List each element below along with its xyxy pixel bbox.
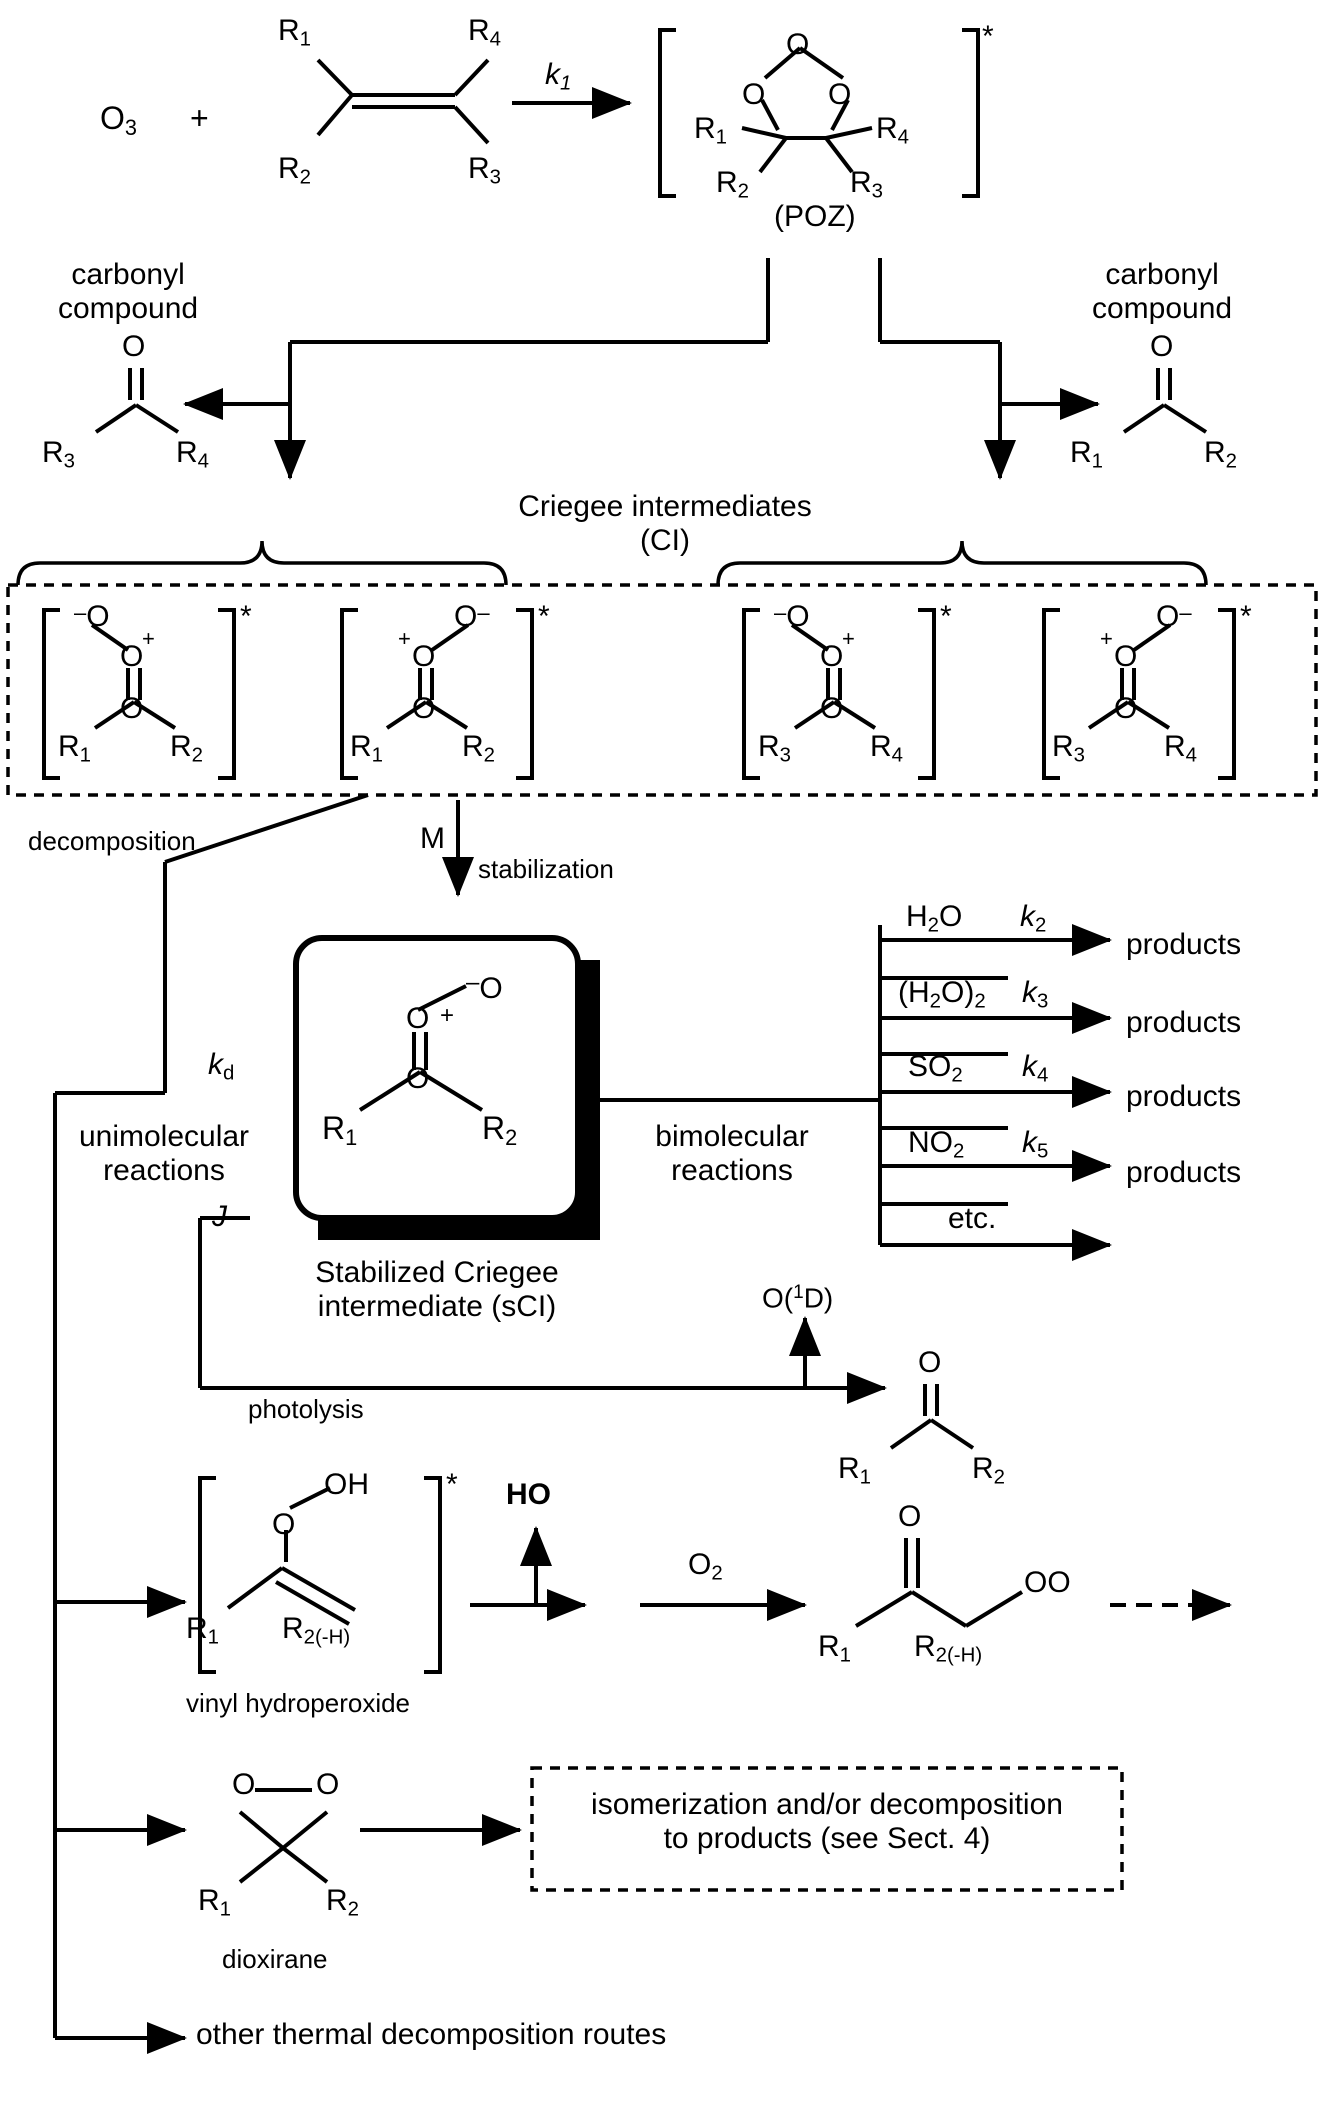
ci1-o-center: O (120, 640, 144, 673)
carbonyl-right-caption: carbonyl compound (1092, 258, 1233, 325)
photolysis-r2: $R_2$ (972, 1452, 1006, 1489)
ci3-o-terminal: –O (774, 600, 810, 633)
carbonyl-left-o: O (122, 330, 146, 363)
poz-r2: $R_2$ (716, 166, 750, 203)
ci2-r1: $R_1$ (350, 730, 384, 767)
reagent-so2: $SO_2$ (908, 1050, 963, 1087)
vhp-product-r1: $R_1$ (818, 1630, 852, 1667)
ci3-r4: $R_4$ (870, 730, 904, 767)
carbonyl-right-r2: $R_2$ (1204, 436, 1238, 473)
ci4-plus: + (1100, 626, 1113, 651)
photolysis-carbonyl-o: O (918, 1346, 942, 1379)
vhp-o: O (272, 1508, 296, 1541)
rate-J: J (212, 1200, 227, 1233)
carbonyl-left-r4: $R_4$ (176, 436, 210, 473)
other-routes-label: other thermal decomposition routes (196, 2018, 667, 2051)
product-4: products (1126, 1156, 1242, 1189)
ci1-o-terminal: –O (74, 600, 110, 633)
product-2: products (1126, 1006, 1242, 1039)
bimolecular-label: bimolecular reactions (655, 1120, 809, 1187)
ci2-o-center: O (412, 640, 436, 673)
sci-o-carbonyl: O (406, 1062, 430, 1095)
carbonyl-left-caption: carbonyl compound (58, 258, 199, 325)
alkene-r3: $R_3$ (468, 152, 502, 189)
ci4-o-terminal: O– (1156, 600, 1192, 633)
ci3-plus: + (842, 626, 855, 651)
vhp-caption: vinyl hydroperoxide (186, 1688, 411, 1718)
alkene-r2: $R_2$ (278, 152, 312, 189)
ho-radical: HO (506, 1478, 551, 1511)
ci4-o-center: O (1114, 640, 1138, 673)
dioxirane-o1: O (232, 1768, 256, 1801)
ci1-r2: $R_2$ (170, 730, 204, 767)
rate-k5: $k_5$ (1022, 1126, 1049, 1163)
sci-caption: Stabilized Criegee intermediate (sCI) (315, 1256, 559, 1323)
carbonyl-left-r3: $R_3$ (42, 436, 76, 473)
rate-k1: $k_1$ (545, 58, 572, 95)
ci3-star: * (940, 600, 952, 633)
ci1-star: * (240, 600, 252, 633)
poz-o-right: O (828, 78, 852, 111)
sci-plus: + (440, 1002, 455, 1029)
ci3-r3: $R_3$ (758, 730, 792, 767)
ci3-o-carbonyl: O (820, 692, 844, 725)
sci-r1: $R_1$ (322, 1110, 358, 1151)
oxygen-atom-label: O($^1$D) (762, 1282, 834, 1314)
vhp-product-r2: $R_{2(-H)}$ (914, 1630, 983, 1667)
ozone-label: $O_3$ (100, 100, 137, 141)
product-3: products (1126, 1080, 1242, 1113)
product-1: products (1126, 928, 1242, 961)
poz-r4: $R_4$ (876, 112, 910, 149)
ci2-o-carbonyl: O (412, 692, 436, 725)
o2-label: $O_2$ (688, 1548, 723, 1585)
poz-o-left: O (742, 78, 766, 111)
photolysis-r1: $R_1$ (838, 1452, 872, 1489)
rate-k3: $k_3$ (1022, 976, 1049, 1013)
poz-caption: (POZ) (774, 200, 856, 233)
carbonyl-right-r1: $R_1$ (1070, 436, 1104, 473)
ci2-star: * (538, 600, 550, 633)
rate-k4: $k_4$ (1022, 1050, 1049, 1087)
dioxirane-r2: $R_2$ (326, 1884, 360, 1921)
ci2-r2: $R_2$ (462, 730, 496, 767)
poz-star: * (982, 20, 994, 53)
dioxirane-caption: dioxirane (222, 1944, 328, 1974)
poz-r3: $R_3$ (850, 166, 884, 203)
ci4-star: * (1240, 600, 1252, 633)
rate-kd: $k_d$ (208, 1048, 235, 1085)
criegee-caption: Criegee intermediates (CI) (518, 490, 812, 557)
rate-k2: $k_2$ (1020, 900, 1047, 937)
ci4-r3: $R_3$ (1052, 730, 1086, 767)
ci1-plus: + (142, 626, 155, 651)
photolysis-label: photolysis (248, 1394, 364, 1424)
poz-o-top: O (786, 28, 810, 61)
ci4-r4: $R_4$ (1164, 730, 1198, 767)
plus-sign: + (190, 100, 209, 136)
vhp-oh: OH (324, 1468, 369, 1501)
unimolecular-label: unimolecular reactions (78, 1120, 250, 1187)
poz-r1: $R_1$ (694, 112, 728, 149)
stabilization-label: stabilization (478, 854, 614, 884)
vhp-star: * (446, 1468, 458, 1501)
peroxy-label: OO (1024, 1566, 1071, 1599)
ci1-r1: $R_1$ (58, 730, 92, 767)
vhp-r1: $R_1$ (186, 1612, 220, 1649)
ci2-o-terminal: O– (454, 600, 490, 633)
sci-o-terminal: –O (466, 969, 503, 1005)
reagent-h2o: $H_2O$ (906, 900, 963, 937)
vhp-product-o: O (898, 1500, 922, 1533)
sci-r2: $R_2$ (482, 1110, 518, 1151)
third-body-label: M (420, 822, 445, 855)
dioxirane-o2: O (316, 1768, 340, 1801)
reagent-no2: $NO_2$ (908, 1126, 965, 1163)
reagent-h2o-dimer: $(H_2O)_2$ (898, 976, 986, 1013)
isomerization-box-text: isomerization and/or decomposition to products (see Sect. 4) (591, 1788, 1063, 1855)
sci-o-center: O (406, 1002, 430, 1035)
carbonyl-right-o: O (1150, 330, 1174, 363)
vhp-r2: $R_{2(-H)}$ (282, 1612, 351, 1649)
reagent-etc: etc. (948, 1202, 997, 1235)
dioxirane-r1: $R_1$ (198, 1884, 232, 1921)
alkene-r1: $R_1$ (278, 14, 312, 51)
alkene-r4: $R_4$ (468, 14, 502, 51)
ci1-o-carbonyl: O (120, 692, 144, 725)
ci3-o-center: O (820, 640, 844, 673)
ci4-o-carbonyl: O (1114, 692, 1138, 725)
ci2-plus: + (398, 626, 411, 651)
decomposition-label: decomposition (28, 826, 196, 856)
